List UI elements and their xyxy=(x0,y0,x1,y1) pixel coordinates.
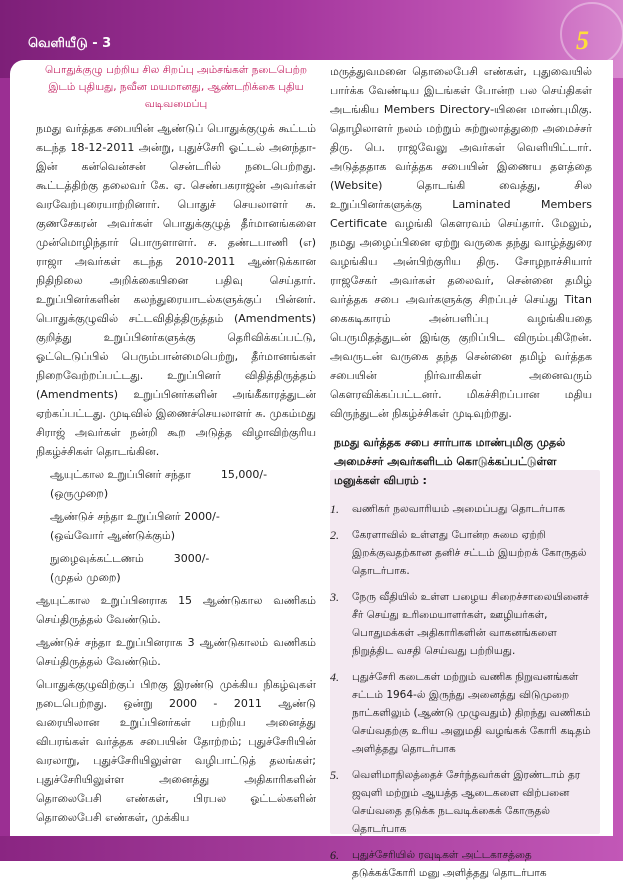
item-text: நேரு வீதியில் உள்ள பழைய சிறைச்சாலையினைச் சீர் செய்து உரிமையாளர்கள், ஊழியர்கள், பொதுமக்கள் அதிகாரிகளின் வாகனங்களை நிறுத்திட வசதி செய்வது பற்றியது. xyxy=(352,591,589,657)
list-item xyxy=(330,766,592,838)
fee-label: ஆயுட்கால உறுப்பினர் சந்தா xyxy=(50,468,191,481)
issue-title: வெளியீடு - 3 xyxy=(28,36,112,51)
emblem-seal xyxy=(560,2,624,66)
list-item xyxy=(330,526,592,580)
fee-note: (ஒவ்வோர் ஆண்டுக்கும்) xyxy=(50,529,175,542)
fee-label: ஆண்டுச் சந்தா உறுப்பினர் 2000/- xyxy=(50,510,220,523)
item-number: 4. xyxy=(330,670,339,684)
item-number: 6. xyxy=(330,848,339,862)
fee-note: (ஒருமுறை) xyxy=(50,487,109,500)
requests-heading: நமது வர்த்தக சபை சார்பாக மாண்புமிகு முதல் அமைச்சர் அவர்களிடம் கொடுக்கப்பட்டுள்ள மனுக்கள் விபரம் : xyxy=(334,436,566,487)
requests-list xyxy=(330,500,592,882)
fee-amount: 3000/- xyxy=(173,552,210,565)
fee-item xyxy=(36,465,316,503)
right-paragraph-1: மருத்துவமனை தொலைபேசி எண்கள், புதுவையில் பார்க்க வேண்டிய இடங்கள் போன்ற பல செய்திகள் அடங்கிய Members Directory-யினை மாண்புமிகு. தொழிலாளர் நலம் மற்றும் சுற்றுலாத்துறை அமைச்சர் திரு. பெ. ராஜவேலு அவர்கள் வெளியிட்டார். அடுத்ததாக வர்த்தக சபையின் இணைய தளத்தை (Website) தொடங்கி வைத்து, சில உறுப்பினர்களுக்கு Laminated Members Certificate வழங்கி கௌரவம் செய்தார். மேலும், நமது அழைப்பினை ஏற்று வருகை தந்து வாழ்த்துரை வழங்கிய அன்பிற்குரிய திரு. சோழநாச்சியார் ராஜசேகர் அவர்கள் தலைவர், சென்னை தமிழ் வர்த்தக சபை அவர்களுக்கு சிறப்புச் செய்து Titan கைகடிகாரம் அன்பளிப்பு வழங்கியதை பெருமிதத்துடன் இங்கு குறிப்பிட விரும்புகிறேன். அவருடன் வருகை தந்த சென்னை தமிழ் வர்த்தக சபையின் நிர்வாகிகள் அனைவரும் கௌரவிக்கப்பட்டனர். மிகச்சிறப்பான மதிய விருந்துடன் நிகழ்ச்சிகள் முடிவுற்றது. xyxy=(330,65,592,420)
item-text: புதுச்சேரி கடைகள் மற்றும் வணிக நிறுவனங்கள் சட்டம் 1964-ல் இருந்து அனைத்து விடுமுறை நாட்களிலும் (ஆண்டு முழுவதும்) திறந்து வணிகம் செய்வதற்கு உரிய அனுமதி வழங்கக் கோரி கடிதம் அளித்தது தொடர்பாக xyxy=(352,671,591,755)
fee-item xyxy=(36,549,316,587)
right-column xyxy=(330,62,592,890)
item-text: புதுச்சேரியில் ரவுடிகள் அட்டகாசத்தை தடுக்கக்கோரி மனு அளித்தது தொடர்பாக xyxy=(352,849,547,879)
left-paragraph-2: ஆயுட்கால உறுப்பினராக 15 ஆண்டுகால வணிகம் செய்திருத்தல் வேண்டும். xyxy=(36,594,316,626)
left-border xyxy=(0,78,10,861)
item-number: 1. xyxy=(330,502,339,516)
fee-label: நுழைவுக்கட்டணம் xyxy=(50,552,144,565)
item-number: 2. xyxy=(330,528,339,542)
left-paragraph-4: பொதுக்குழுவிற்குப் பிறகு இரண்டு முக்கிய நிகழ்வுகள் நடைபெற்றது. ஒன்று 2000 - 2011 ஆண்டு வரையிலான உறுப்பினர்கள் பற்றிய அனைத்து விபரங்கள் வர்த்தக சபையின் தோற்றம்; புதுச்சேரியின் வரலாறு, புதுச்சேரியிலுள்ள வழிபாட்டுத் தலங்கள்; புதுச்சேரியிலுள்ள அனைத்து அதிகாரிகளின் தொலைபேசி எண்கள், பிரபல ஓட்டல்களின் தொலைபேசி எண்கள், முக்கிய xyxy=(36,678,316,824)
fee-amount: 15,000/- xyxy=(220,468,268,481)
list-item xyxy=(330,500,592,518)
list-item xyxy=(330,588,592,660)
right-border xyxy=(613,78,623,861)
left-paragraph-1: நமது வர்த்தக சபையின் ஆண்டுப் பொதுக்குழுக் கூட்டம் கடந்த 18-12-2011 அன்று, புதுச்சேரி ஓட்டல் அனந்தா-இன் கன்வென்சன் சென்டரில் நடைபெற்றது. கூட்டத்திற்கு தலைவர் கே. ஏ. செண்பகராஜன் அவர்கள் வரவேற்புரையாற்றினார். பொதுச் செயலாளர் சு. குணசேகரன் அவர்கள் பொதுக்குழுத் தீர்மானங்களை முன்மொழிந்தார் பொருளாளர். ச. தண்டபாணி (எ) ராஜா அவர்கள் கடந்த 2010-2011 ஆண்டுக்கான நிதிநிலை அறிக்கையினை பதிவு செய்தார். உறுப்பினர்களின் கலந்துரையாடல்களுக்குப் பின்னர். பொதுக்குழுவில் சட்டவிதித்திருத்தம் (Amendments) குறித்து உறுப்பினர்களுக்கு தெரிவிக்கப்பட்டு, ஓட்டெடுப்பில் பெரும்பான்மைபெற்று, தீர்மானங்கள் நிறைவேற்றப்பட்டது. உறுப்பினர் விதித்திருத்தம் (Amendments) உறுப்பினர்களின் அங்கீகாரத்துடன் ஏற்கப்பட்டது. முடிவில் இணைச்செயலாளர் சு. முகம்மது சிராஜ் அவர்கள் நன்றி கூற அடுத்த விழாவிற்குரிய நிகழ்ச்சிகள் தொடங்கின. xyxy=(36,122,316,458)
left-paragraph-3: ஆண்டுச் சந்தா உறுப்பினராக 3 ஆண்டுகாலம் வணிகம் செய்திருத்தல் வேண்டும். xyxy=(36,636,316,668)
item-number: 3. xyxy=(330,590,339,604)
left-column xyxy=(36,62,316,831)
fee-note: (முதல் முறை) xyxy=(50,571,121,584)
subheading: பொதுக்குழு பற்றிய சில சிறப்பு அம்சங்கள் நடைபெற்ற இடம் புதியது, நவீன மயமானது, ஆண்டறிக்கை புதிய வடிவமைப்பு xyxy=(44,64,308,110)
item-text: வெளிமாநிலத்தைச் சேர்ந்தவர்கள் இரண்டாம் தர ஜவுளி மற்றும் ஆயத்த ஆடைகளை விற்பனை செய்வதை தடுக்க நடவடிக்கைக் கோருதல் தொடர்பாக xyxy=(352,769,581,835)
page-number: 5 xyxy=(576,26,589,55)
fee-item xyxy=(36,507,316,545)
item-number: 5. xyxy=(330,768,339,782)
list-item xyxy=(330,846,592,882)
item-text: வணிகர் நலவாரியம் அமைப்பது தொடர்பாக xyxy=(352,503,566,515)
list-item xyxy=(330,668,592,758)
item-text: கேரளாவில் உள்ளது போன்ற சுமை ஏற்றி இறக்குவதற்கான தனிச் சட்டம் இயற்றக் கோருதல் தொடர்பாக. xyxy=(352,529,587,577)
